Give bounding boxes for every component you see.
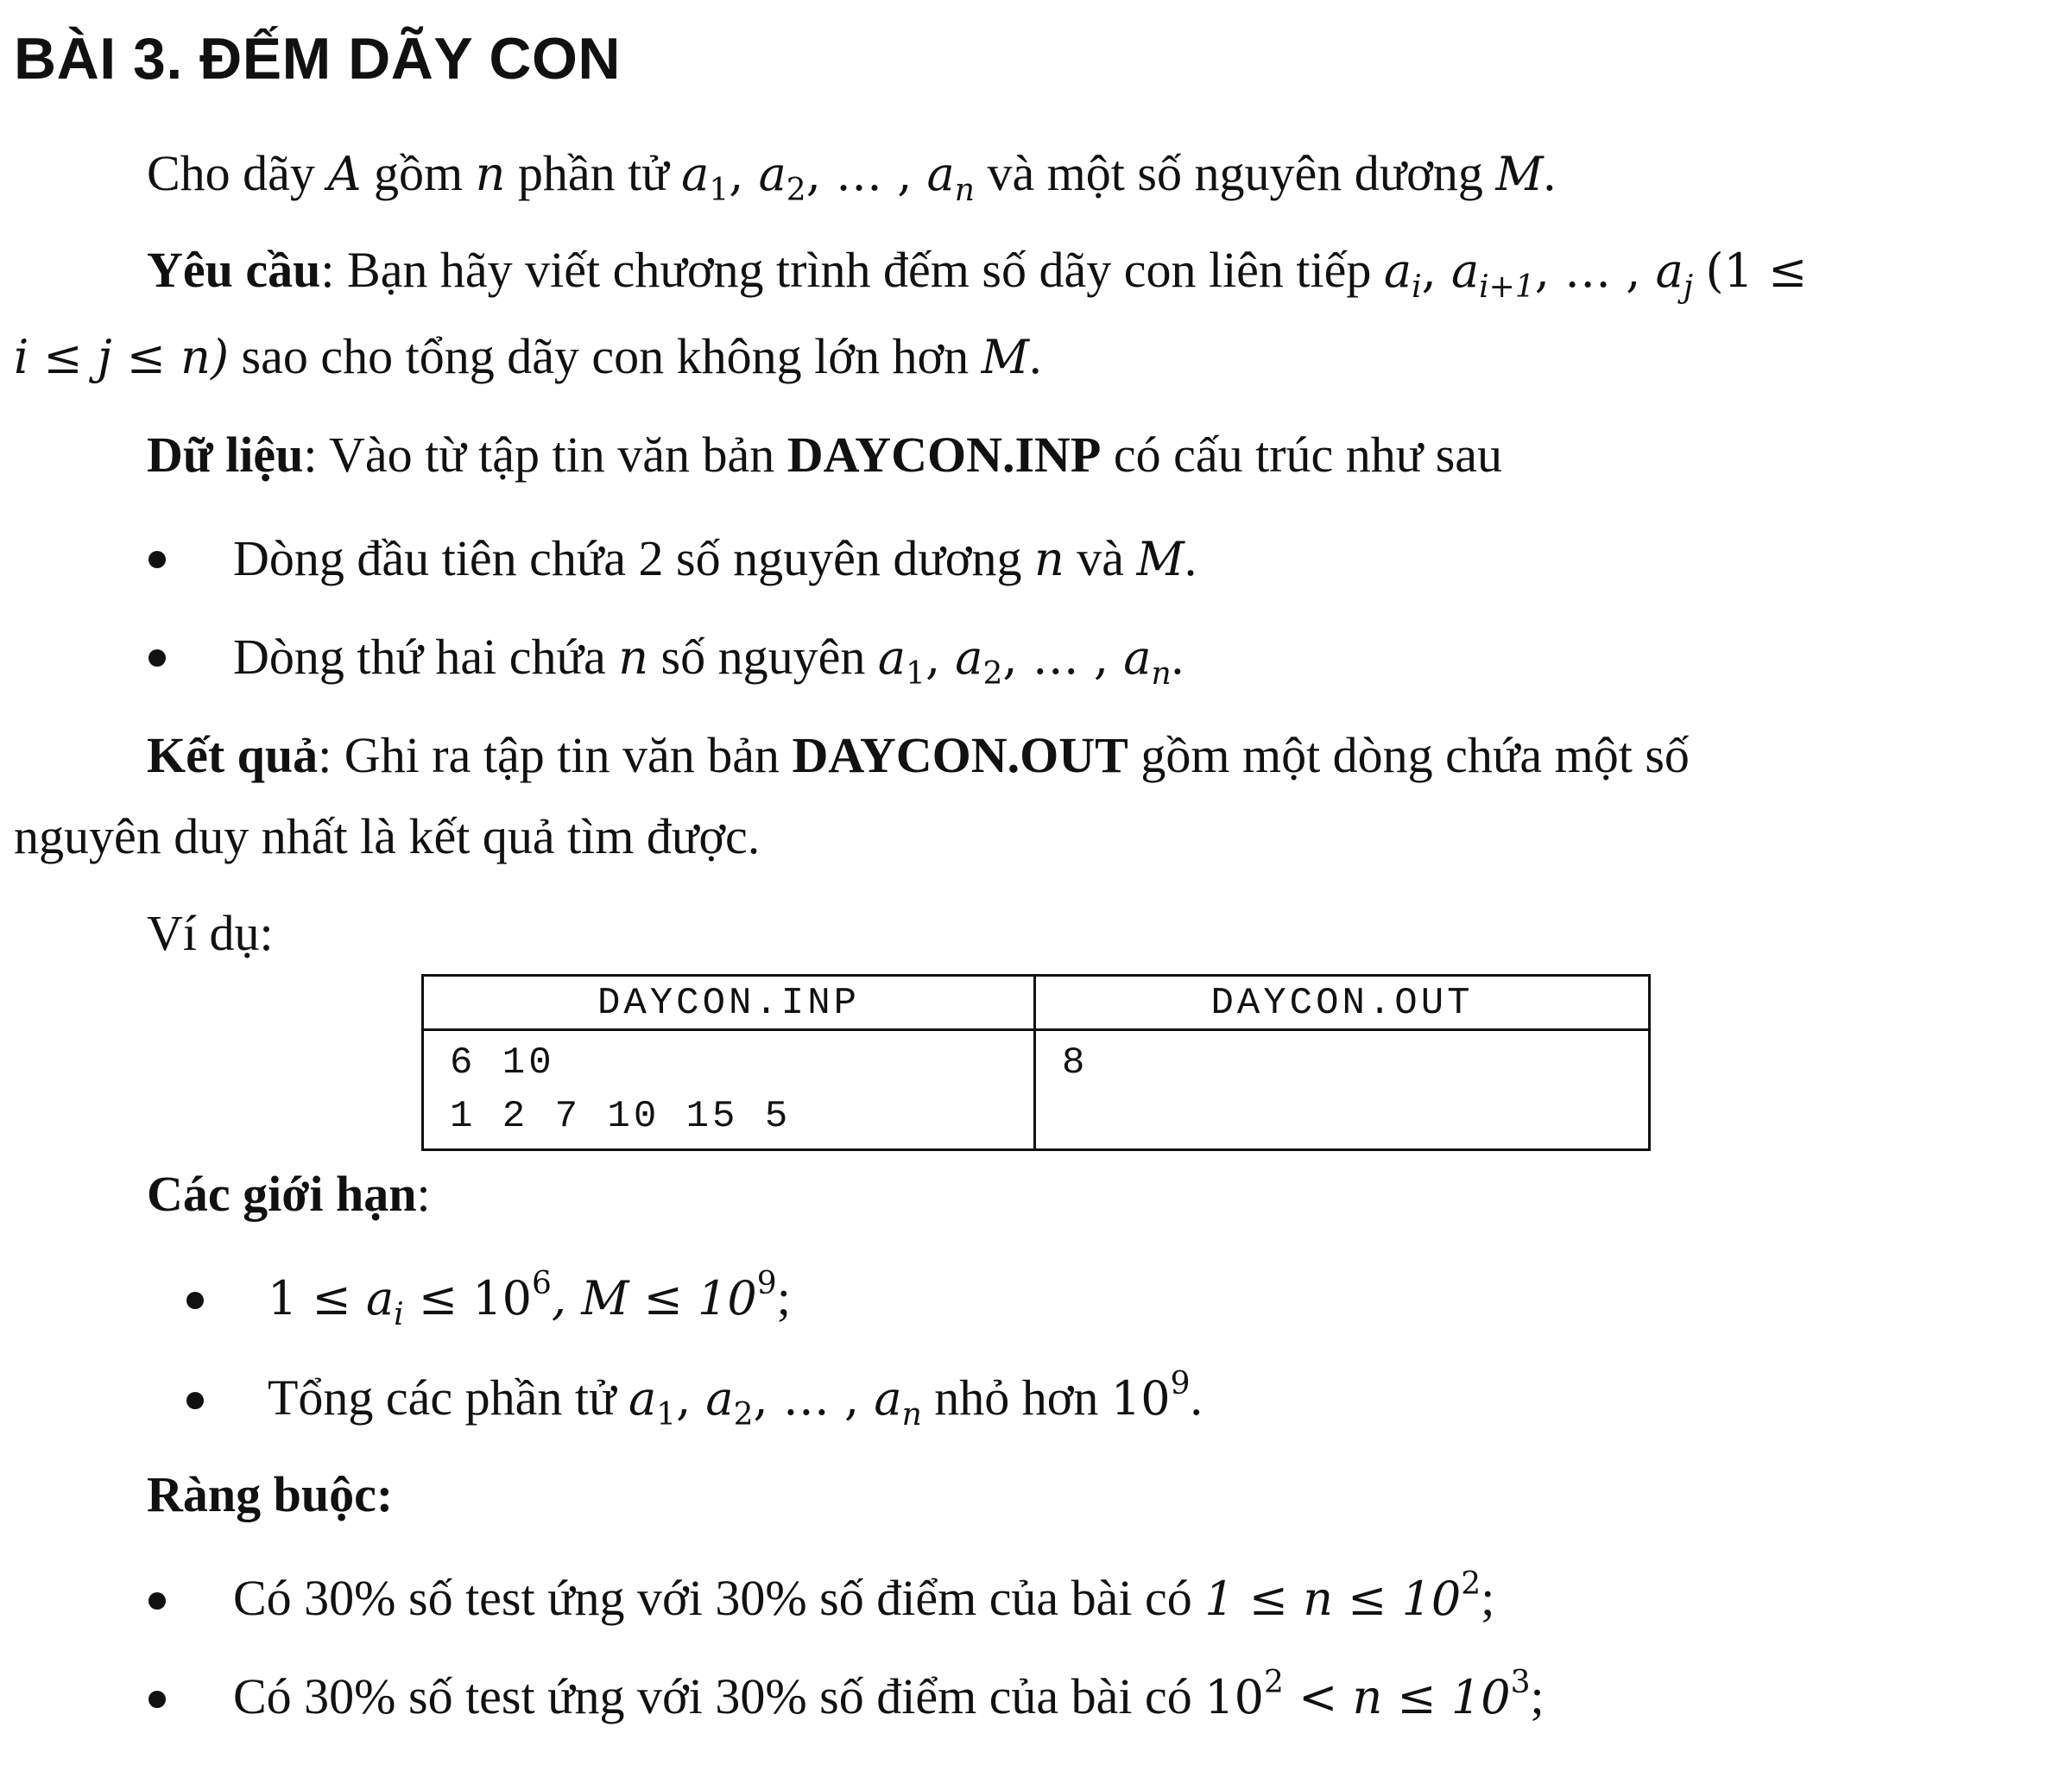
bullet-icon [148,1592,166,1610]
problem-title: BÀI 3. ĐẾM DÃY CON [14,26,621,92]
constraints-bullet-1: Có 30% số test ứng với 30% số điểm của bài có $1 \le n \le 10^2$; [233,1566,1495,1626]
constraints-bullet-2: Có 30% số test ứng với 30% số điểm của bài có $10^2 < n \le 10^3$; [233,1665,1545,1724]
bullet-icon [186,1392,204,1409]
bullet-icon [186,1292,204,1309]
requirement-label: Yêu cầu [147,242,321,298]
requirement-line-2: i ≤ j ≤ n) sao cho tổng dãy con không lớn hơn M. [14,328,1042,384]
limits-bullet-2: Tổng các phần tử $a_1$, $a_2$, … , $a_n$ nhỏ hơn $10^9$. [268,1366,1203,1433]
table-cell-out: 8 [1035,1030,1650,1150]
output-label: Kết quả [147,727,319,783]
output-line-1: Kết quả: Ghi ra tập tin văn bản DAYCON.OUT gồm một dòng chứa một số [147,727,1690,783]
input-label: Dữ liệu [147,427,304,483]
table-cell-inp: 6 10 1 2 7 10 15 5 [423,1030,1035,1150]
constraints-heading [147,1466,394,1522]
requirement-line-1: Yêu cầu: Bạn hãy viết chương trình đếm số dãy con liên tiếp $a_i$, $a_{i+1}$, … , $a_j$ (1 ≤ [147,242,1808,305]
example-label: Ví dụ: [147,905,274,961]
limits-bullet-1: $1 \le a_i \le 10^6$, $M \le 10^9$; [268,1266,791,1332]
limits-label: Các giới hạn [147,1166,417,1222]
table-header-inp: DAYCON.INP [423,976,1035,1030]
input-bullet-1: Dòng đầu tiên chứa 2 số nguyên dương n và M. [233,530,1197,586]
input-bullet-2: Dòng thứ hai chứa n số nguyên $a_1$, $a_2$, … , $a_n$. [233,629,1184,692]
table-row [423,1030,1650,1150]
limits-heading: Các giới hạn: [147,1166,431,1222]
bullet-icon [148,1691,166,1708]
constraints-label: Ràng buộc: [147,1466,394,1522]
bullet-icon [148,551,166,568]
input-filename: DAYCON.INP [786,427,1102,483]
table-header-row [423,976,1650,1030]
example-table [421,974,1651,1151]
input-heading: Dữ liệu: Vào từ tập tin văn bản DAYCON.INP có cấu trúc như sau [147,427,1503,483]
bullet-icon [148,649,166,667]
output-filename: DAYCON.OUT [792,727,1128,783]
output-line-2: nguyên duy nhất là kết quả tìm được. [14,808,761,864]
table-header-out: DAYCON.OUT [1035,976,1650,1030]
intro-paragraph: Cho dãy A gồm n phần tử $a_1$, $a_2$, … , $a_n$ và một số nguyên dương M. [147,145,1557,208]
